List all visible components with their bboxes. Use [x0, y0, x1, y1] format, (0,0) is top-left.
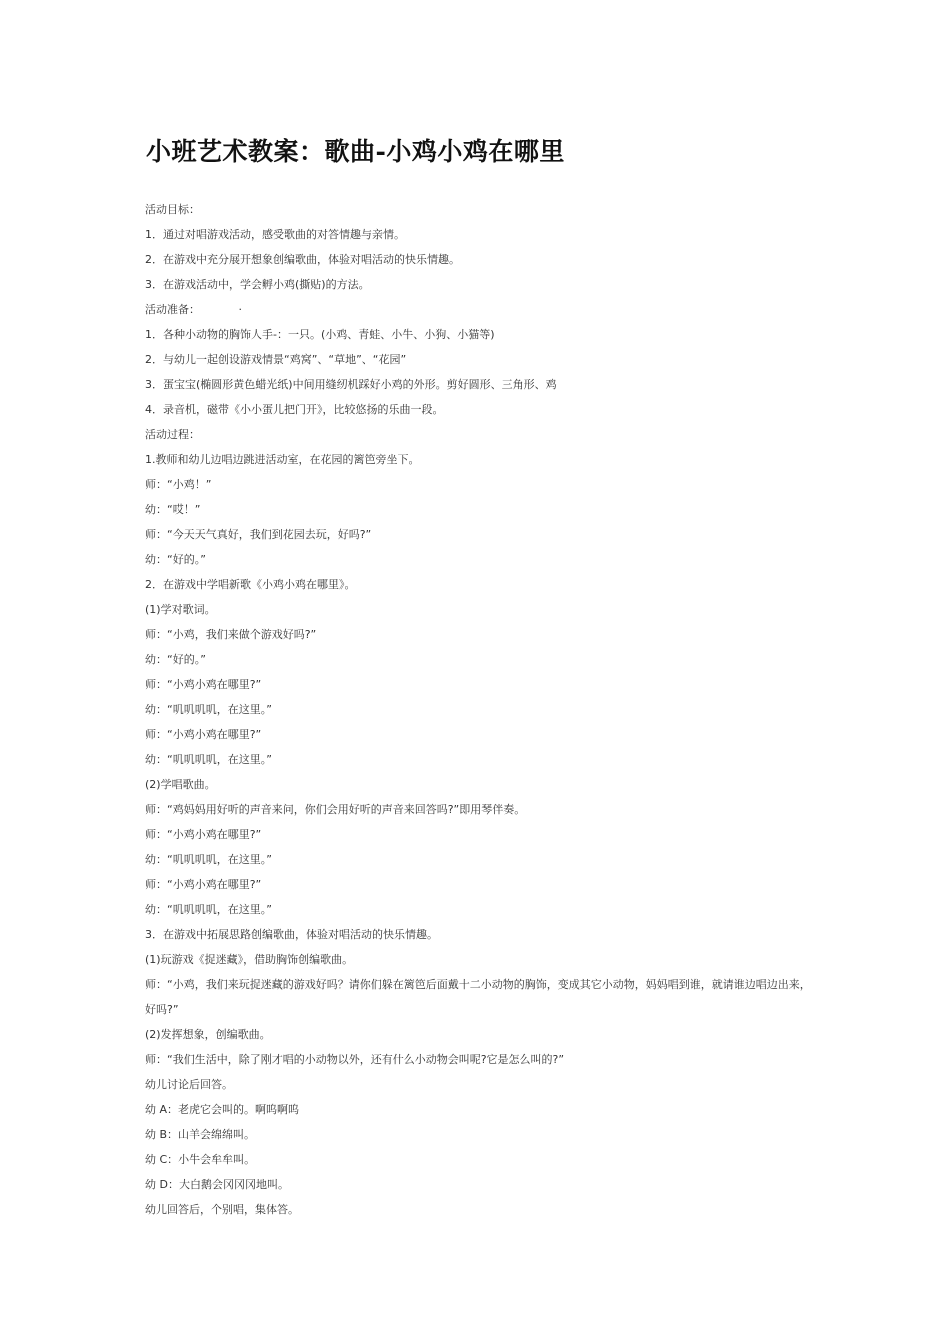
text-line: 师：“小鸡小鸡在哪里?” [145, 828, 262, 841]
text-line: 4．录音机，磁带《小小蛋儿把门开》，比较悠扬的乐曲一段。 [145, 403, 444, 416]
text-line: (1)学对歌词。 [145, 603, 216, 616]
text-line: 幼 C：小牛会牟牟叫。 [145, 1153, 256, 1166]
text-line: 幼：“叽叽叽叽，在这里。” [145, 703, 272, 716]
text-line: 幼：“叽叽叽叽，在这里。” [145, 903, 272, 916]
text-line: 幼：“叽叽叽叽，在这里。” [145, 853, 272, 866]
wrapped-paragraph: 师：“小鸡，我们来玩捉迷藏的游戏好吗？请你们躲在篱笆后面戴十二小动物的胸饰，变成其它小动物，妈妈唱到谁，就请谁边唱边出来，好吗?” [145, 978, 811, 1016]
text-line: 幼 D：大白鹅会冈冈冈地叫。 [145, 1178, 289, 1191]
text-line: 师：“小鸡！” [145, 478, 212, 491]
text-line: 3．蛋宝宝(椭圆形黄色蜡光纸)中间用缝纫机踩好小鸡的外形。剪好圆形、三角形、鸡 [145, 378, 557, 391]
text-line: 师：“今天天气真好，我们到花园去玩，好吗?” [145, 528, 372, 541]
text-line: 3．在游戏中拓展思路创编歌曲，体验对唱活动的快乐情趣。 [145, 928, 438, 941]
text-line: 师：“小鸡小鸡在哪里?” [145, 728, 262, 741]
text-line: 师：“我们生活中，除了刚才唱的小动物以外，还有什么小动物会叫呢?它是怎么叫的?” [145, 1053, 565, 1066]
text-line: (2)发挥想象，创编歌曲。 [145, 1028, 271, 1041]
text-line: 2．与幼儿一起创设游戏情景“鸡窝”、“草地”、“花园” [145, 353, 407, 366]
document-body [145, 197, 815, 1222]
text-line: 幼：“叽叽叽叽，在这里。” [145, 753, 272, 766]
text-line: 师：“小鸡小鸡在哪里?” [145, 678, 262, 691]
text-line: (1)玩游戏《捉迷藏》，借助胸饰创编歌曲。 [145, 953, 354, 966]
text-line: 幼：“哎！” [145, 503, 201, 516]
text-line: 1.教师和幼儿边唱边跳进活动室，在花园的篱笆旁坐下。 [145, 453, 420, 466]
text-line: 3．在游戏活动中，学会孵小鸡(撕贴)的方法。 [145, 278, 370, 291]
page-title: 小班艺术教案：歌曲-小鸡小鸡在哪里 [146, 137, 565, 166]
text-line: 2．在游戏中充分展开想象创编歌曲，体验对唱活动的快乐情趣。 [145, 253, 460, 266]
text-line: 幼儿回答后，个别唱，集体答。 [145, 1203, 299, 1216]
text-line: 幼 A：老虎它会叫的。啊呜啊呜 [145, 1103, 300, 1116]
text-line: 活动目标： [145, 203, 200, 216]
text-line: 1．通过对唱游戏活动，感受歌曲的对答情趣与亲情。 [145, 228, 405, 241]
text-line: 活动过程： [145, 428, 200, 441]
text-line: 师：“小鸡，我们来做个游戏好吗?” [145, 628, 317, 641]
text-line: 幼：“好的。” [145, 553, 206, 566]
text-line: 1．各种小动物的胸饰人手-：一只。(小鸡、青蛙、小牛、小狗、小猫等) [145, 328, 495, 341]
text-line: 活动准备： · [145, 303, 242, 316]
text-line: 2．在游戏中学唱新歌《小鸡小鸡在哪里》。 [145, 578, 356, 591]
text-line: 幼 B：山羊会绵绵叫。 [145, 1128, 256, 1141]
text-line: 师：“小鸡小鸡在哪里?” [145, 878, 262, 891]
text-line: (2)学唱歌曲。 [145, 778, 216, 791]
text-line: 幼：“好的。” [145, 653, 206, 666]
text-line: 师：“鸡妈妈用好听的声音来问，你们会用好听的声音来回答吗?”即用琴伴奏。 [145, 803, 526, 816]
text-line: 幼儿讨论后回答。 [145, 1078, 233, 1091]
